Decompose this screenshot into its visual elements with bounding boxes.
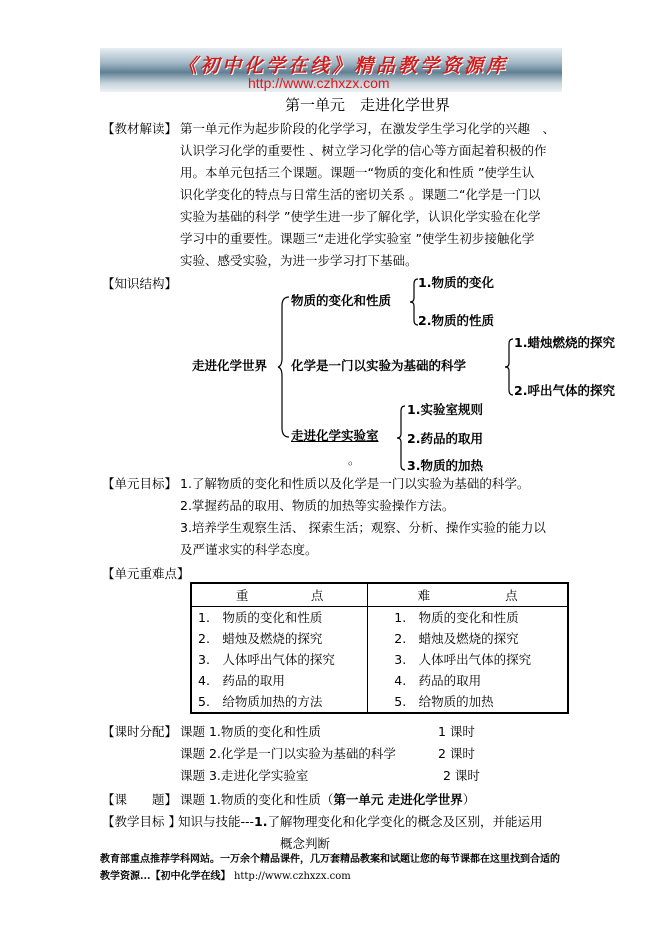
cell: 5. 给物质的加热 <box>394 694 494 709</box>
cell: 2. 蜡烛及燃烧的探究 <box>394 631 519 646</box>
cell: 4. 药品的取用 <box>394 673 482 688</box>
schedule-topic: 课题 1.物质的变化和性质 <box>180 724 321 739</box>
header-difficult: 难 点 <box>368 583 568 607</box>
teaching-goal: 了解物理变化和化学变化的概念及区别，并能运用 <box>267 814 543 829</box>
banner-title: 《初中化学在线》精品教学资源库 <box>178 55 509 77</box>
main-brace <box>278 296 290 438</box>
cell: 4. 药品的取用 <box>191 670 368 691</box>
schedule-hours: 2 课时 <box>443 768 480 783</box>
branch-3-brace <box>397 405 406 471</box>
cell: 1. 物质的变化和性质 <box>191 607 368 629</box>
intro-line: 实验、感受实验，为进一步学习打下基础。 <box>180 253 418 268</box>
footer-url[interactable]: http://www.czhxzx.com <box>233 871 351 882</box>
intro-line: 用。本单元包括三个课题。课题一“物质的变化和性质 ”使学生认 <box>180 165 535 180</box>
branch-2-brace <box>505 338 514 396</box>
footer-promo: 教学资源...【初中化学在线】 <box>100 871 231 882</box>
topic-end: ） <box>462 792 476 807</box>
keypoints-table <box>190 582 569 714</box>
intro-label: 【教材解读】 <box>102 121 178 136</box>
topic-name: 课题 1.物质的变化和性质（ <box>180 792 334 807</box>
teaching-label: 【教学目标 】 <box>102 814 181 829</box>
branch-2-item: 1.蜡烛燃烧的探究 <box>514 335 615 350</box>
branch-1-item: 2.物质的性质 <box>418 313 494 328</box>
branch-3-item: 1.实验室规则 <box>407 402 483 417</box>
goal-line: 3.培养学生观察生活、 探索生活；观察、分析、操作实验的能力以 <box>180 520 546 535</box>
branch-3-item: 2.药品的取用 <box>407 431 483 446</box>
intro-line: 认识学习化学的重要性 、树立学习化学的信心等方面起着积极的作 <box>180 143 547 158</box>
teaching-line2: 概念判断 <box>280 836 331 851</box>
goal-line: 及严谨求实的科学态度。 <box>180 542 318 557</box>
cell: 3. 人体呼出气体的探究 <box>394 652 532 667</box>
schedule-topic: 课题 2.化学是一门以实验为基础的科学 <box>180 746 396 761</box>
structure-label: 【知识结构】 <box>102 276 178 291</box>
intro-line: 实验为基础的科学 ”使学生进一步了解化学，认识化学实验在化学 <box>180 209 541 224</box>
header-key: 重 点 <box>191 583 368 607</box>
footer-line2 <box>100 869 351 885</box>
goals-label: 【单元目标】 <box>102 476 178 491</box>
banner-image <box>100 48 562 92</box>
branch-2-item: 2.呼出气体的探究 <box>514 383 615 398</box>
topic-unit: 第一单元 走进化学世界 <box>333 792 463 807</box>
intro-line: 识化学变化的特点与日常生活的密切关系 。课题二“化学是一门以 <box>180 187 541 202</box>
intro-line: 第一单元作为起步阶段的化学学习，在激发学生学习化学的兴趣 、 <box>180 121 556 136</box>
branch-1: 物质的变化和性质 <box>291 293 392 308</box>
table-row <box>191 628 568 649</box>
table-row <box>191 670 568 691</box>
goal-line: 1.了解物质的变化和性质以及化学是一门以实验为基础的科学。 <box>180 476 530 491</box>
schedule-hours: 2 课时 <box>438 746 475 761</box>
cell: 2. 蜡烛及燃烧的探究 <box>191 628 368 649</box>
table-row <box>191 691 568 713</box>
cell: 3. 人体呼出气体的探究 <box>191 649 368 670</box>
table-row <box>191 607 568 629</box>
branch-3: 走进化学实验室 <box>291 428 379 443</box>
cell: 1. 物质的变化和性质 <box>394 610 519 625</box>
teaching-text <box>178 814 543 830</box>
table-header <box>191 583 568 607</box>
schedule-label: 【课时分配】 <box>102 724 178 739</box>
topic-label: 【课 题】 <box>102 792 178 807</box>
keypoints-label: 【单元重难点】 <box>102 566 190 581</box>
page-title: 第一单元 走进化学世界 <box>285 96 451 114</box>
table-row <box>191 649 568 670</box>
footer-line1: 教育部重点推荐学科网站。一万余个精品课件，几万套精品教案和试题让您的每节课都在这里找到合适的 <box>100 854 560 865</box>
branch-3-item: 3.物质的加热 <box>407 458 483 473</box>
goal-line: 2.掌握药品的取用、物质的加热等实验操作方法。 <box>180 498 455 513</box>
teaching-category: 知识与技能--- <box>178 814 255 829</box>
branch-2: 化学是一门以实验为基础的科学 <box>291 358 467 373</box>
cell: 5. 给物质加热的方法 <box>191 691 368 713</box>
schedule-topic: 课题 3.走进化学实验室 <box>180 768 309 783</box>
branch-1-item: 1.物质的变化 <box>418 275 494 290</box>
teaching-number: 1. <box>254 814 268 829</box>
topic-text <box>180 792 475 808</box>
banner-url[interactable]: http://www.czhxzx.com <box>248 75 390 91</box>
structure-root: 走进化学世界 <box>192 358 268 373</box>
schedule-hours: 1 课时 <box>438 724 475 739</box>
stray-mark: 。 <box>348 452 361 467</box>
intro-line: 学习中的重要性。课题三“走进化学实验室 ”使学生初步接触化学 <box>180 231 535 246</box>
